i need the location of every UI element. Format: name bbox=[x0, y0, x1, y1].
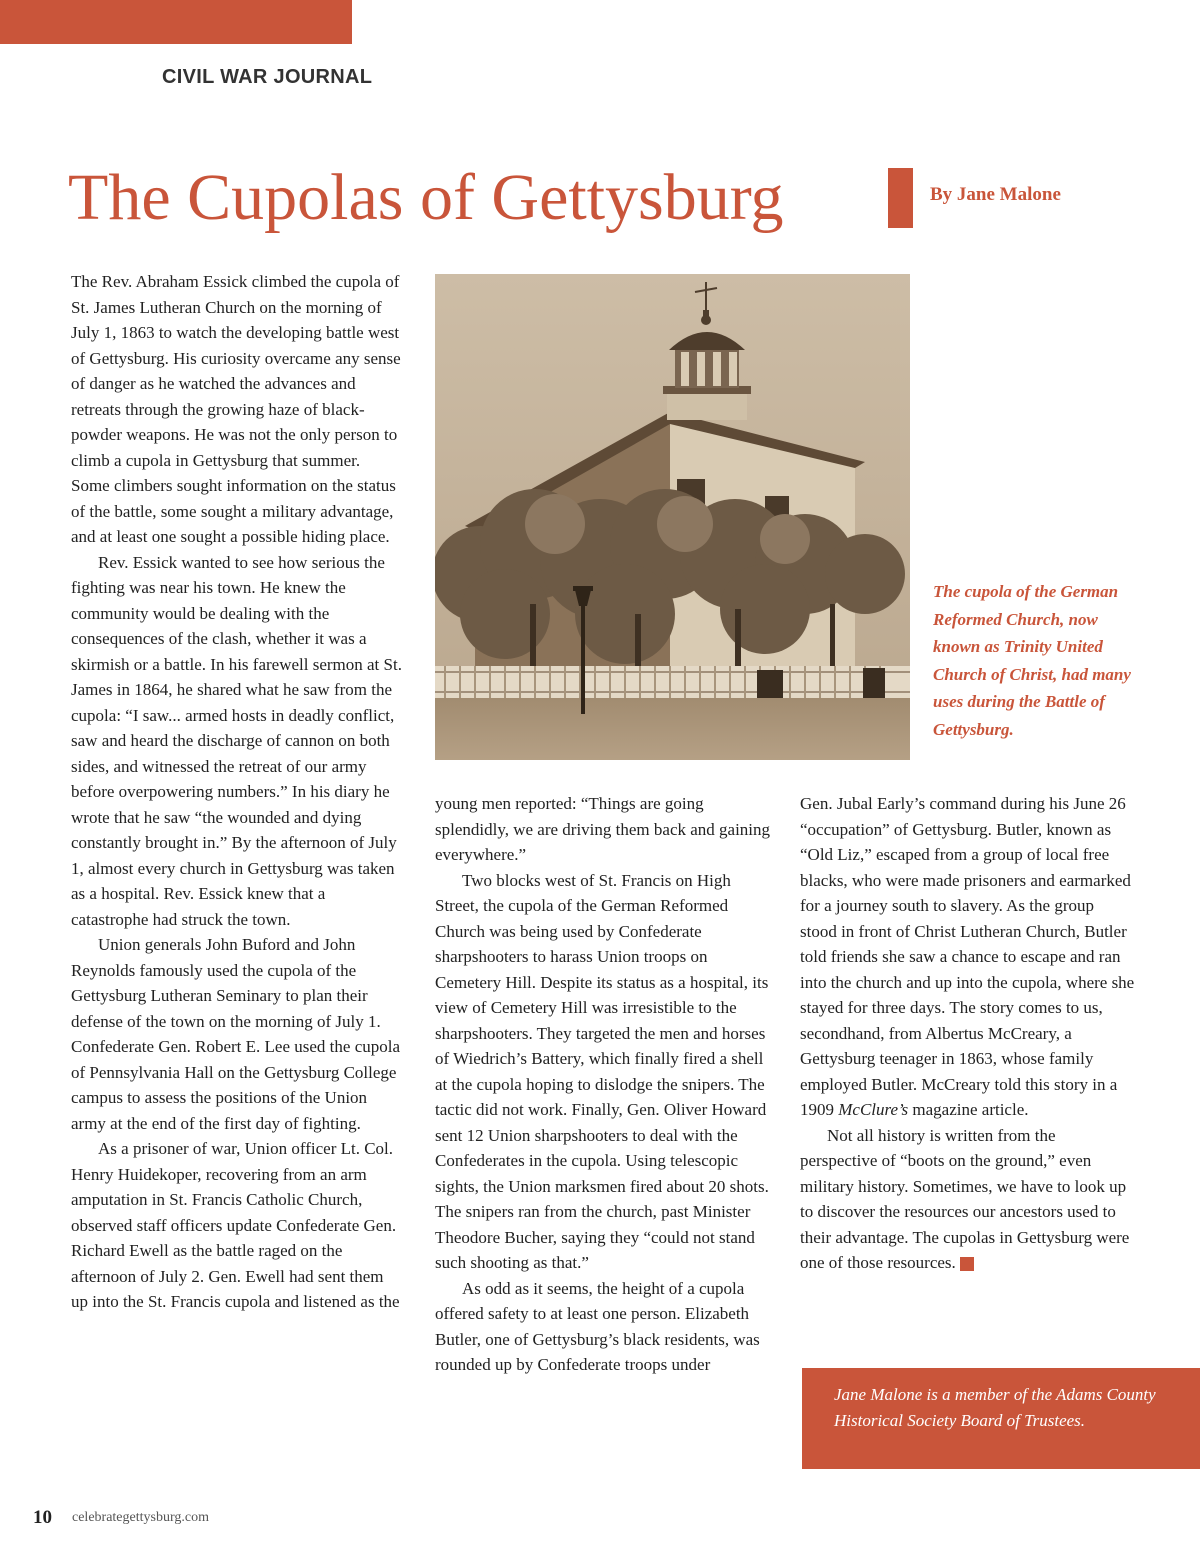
paragraph: Union generals John Buford and John Reynolds famously used the cupola of the Gettysburg Lutheran Seminary to plan their defense of the town on the morning of July 1. Confederate Gen. Robert E. Lee used the cupola of Pennsylvania Hall on the Gettysburg College campus to assess the positions of the Union army at the end of the first day of fighting. bbox=[71, 935, 401, 1133]
site-url: celebrategettysburg.com bbox=[72, 1510, 209, 1525]
magazine-name: McClure’s bbox=[838, 1100, 909, 1119]
section-label: CIVIL WAR JOURNAL bbox=[162, 66, 373, 88]
paragraph: Rev. Essick wanted to see how serious the fighting was near his town. He knew the community would be dealing with the consequences of the clash, whether it was a skirmish or a battle. In his farewell sermon at St. James in 1864, he shared what he saw from the cupola: “I saw... armed hosts in deadly conflict, saw and heard the discharge of cannon on both sides, and witnessed the retreat of our army before overpowering numbers.” In his diary he wrote that he saw “the wounded and dying constantly brought in.” By the afternoon of July 1, almost every church in Gettysburg was taken as a hospital. Rev. Essick knew that a catastrophe had struck the town. bbox=[71, 552, 402, 929]
author-bio: Jane Malone is a member of the Adams County Historical Society Board of Trustees. bbox=[834, 1385, 1156, 1430]
photo-caption: The cupola of the German Reformed Church, now known as Trinity United Church of Christ, had many uses during the Battle of Gettysburg. bbox=[933, 582, 1131, 739]
top-accent-bar bbox=[0, 0, 352, 44]
paragraph-text: Not all history is written from the perspective of “boots on the ground,” even military history. Sometimes, we have to look up to discover the resources our ancestors used to their advantage. The cupolas in Gettysburg were one of those resources. bbox=[800, 1125, 1130, 1272]
column-2 bbox=[435, 791, 771, 1378]
title-accent-bar bbox=[888, 168, 913, 228]
column-3 bbox=[800, 791, 1135, 1276]
page-number: 10 bbox=[33, 1507, 52, 1528]
paragraph: As odd as it seems, the height of a cupola offered safety to at least one person. Elizabeth Butler, one of Gettysburg’s black residents, was rounded up by Confederate troops under bbox=[435, 1278, 760, 1374]
column-1 bbox=[71, 269, 403, 1315]
paragraph bbox=[800, 791, 1135, 1123]
church-photo bbox=[435, 274, 910, 760]
paragraph: young men reported: “Things are going splendidly, we are driving them back and gaining everywhere.” bbox=[435, 794, 771, 864]
author-bio-box bbox=[802, 1368, 1200, 1469]
byline: By Jane Malone bbox=[930, 184, 1061, 205]
paragraph bbox=[800, 1123, 1135, 1276]
paragraph-text: Gen. Jubal Early’s command during his June 26 “occupation” of Gettysburg. Butler, known as “Old Liz,” escaped from a group of local free blacks, who were made prisoners and earmarked for a journey south to slavery. As the group stood in front of Christ Lutheran Church, Butler told friends she saw a chance to escape and ran into the church and up into the cupola, where she stayed for three days. The story comes to us, secondhand, from Albertus McCreary, a Gettysburg teenager in 1863, whose family employed Butler. McCreary told this story in a 1909 bbox=[800, 794, 1135, 1119]
paragraph-text: magazine article. bbox=[908, 1100, 1029, 1119]
paragraph: Two blocks west of St. Francis on High Street, the cupola of the German Reformed Church was being used by Confederate sharpshooters to harass Union troops on Cemetery Hill. Despite its status as a hospital, its view of Cemetery Hill was irresistible to the sharpshooters. They targeted the men and horses of Wiedrich’s Battery, which finally fired a shell at the cupola hoping to dislodge the snipers. The tactic did not work. Finally, Gen. Oliver Howard sent 12 Union sharpshooters to deal with the Confederates in the cupola. Using telescopic sights, the Union marksmen fired about 20 shots. The snipers ran from the church, past Minister Theodore Bucher, saying they “could not stand such shooting as that.” bbox=[435, 870, 769, 1272]
end-mark-icon: G bbox=[960, 1257, 974, 1271]
article-title: The Cupolas of Gettysburg bbox=[68, 161, 784, 234]
paragraph: The Rev. Abraham Essick climbed the cupola of St. James Lutheran Church on the morning of July 1, 1863 to watch the developing battle west of Gettysburg. His curiosity overcame any sense of danger as he watched the advances and retreats through the growing haze of black-powder weapons. He was not the only person to climb a cupola in Gettysburg that summer. Some climbers sought information on the status of the battle, some sought a military advantage, and at least one sought a possible hiding place. bbox=[71, 272, 401, 546]
paragraph: As a prisoner of war, Union officer Lt. Col. Henry Huidekoper, recovering from an arm amputation in St. Francis Catholic Church, observed staff officers update Confederate Gen. Richard Ewell as the battle raged on the afternoon of July 2. Gen. Ewell had sent them up into the St. Francis cupola and listened as the bbox=[71, 1139, 400, 1311]
